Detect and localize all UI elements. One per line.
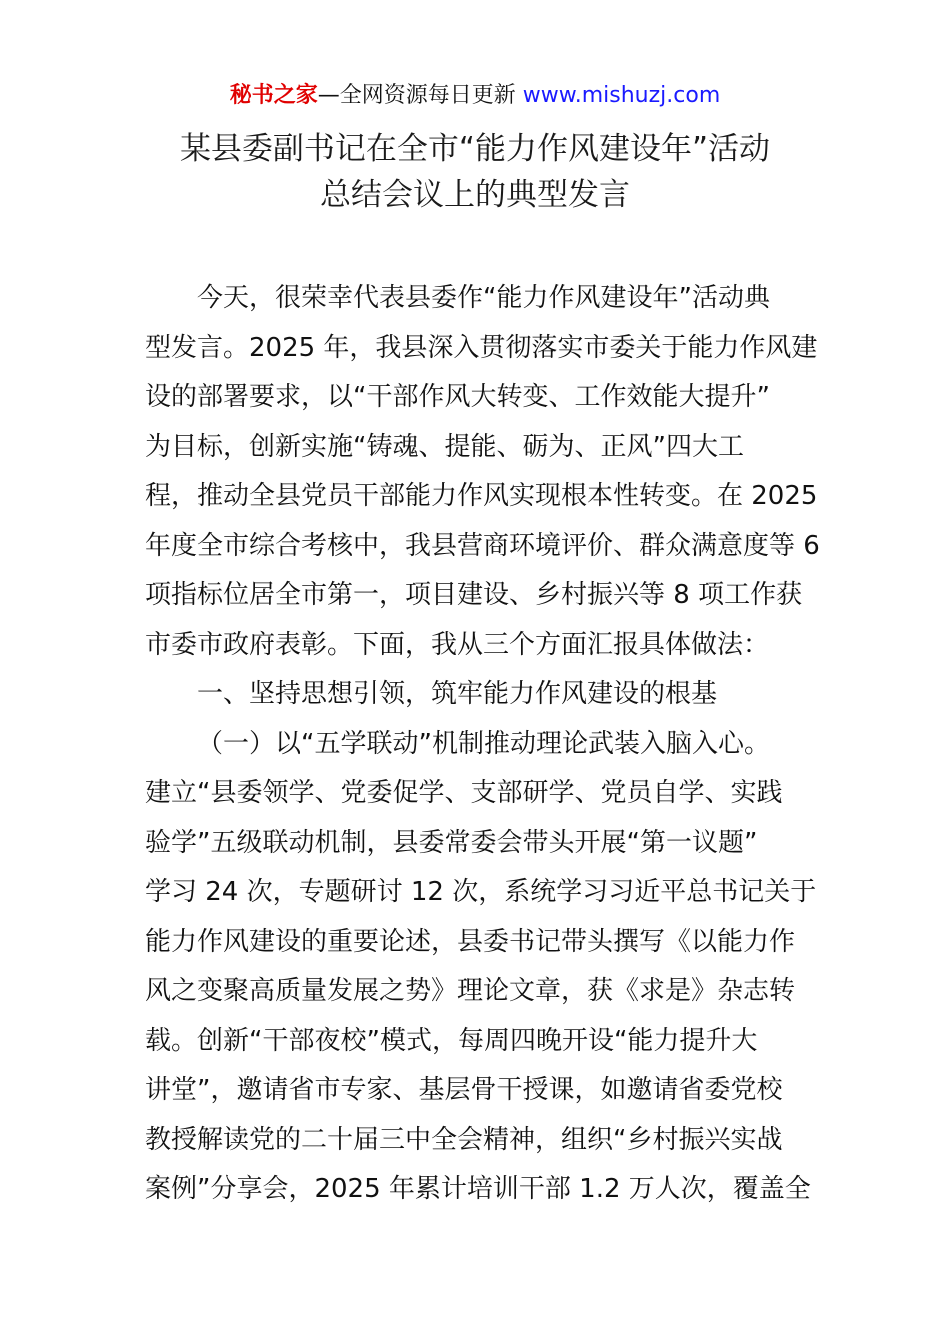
subsection-heading: （一）以“五学联动”机制推动理论武装入脑入心。 (197, 728, 770, 759)
watermark-brand: 秘书之家 (229, 83, 318, 108)
document-title-line-1: 某县委副书记在全市“能力作风建设年”活动 (179, 131, 771, 167)
watermark-slogan: —全网资源每日更新 (317, 83, 523, 108)
body-line: 年度全市综合考核中，我县营商环境评价、群众满意度等 6 (145, 530, 820, 561)
body-line: 市委市政府表彰。下面，我从三个方面汇报具体做法： (145, 629, 770, 660)
body-line: 风之变聚高质量发展之势》理论文章，获《求是》杂志转 (145, 976, 796, 1006)
body-line: 今天，很荣幸代表县委作“能力作风建设年”活动典 (197, 283, 770, 313)
section-heading: 一、坚持思想引领，筑牢能力作风建设的根基 (197, 679, 718, 709)
body-line: 学习 24 次，专题研讨 12 次，系统学习习近平总书记关于 (145, 877, 817, 907)
body-line: 讲堂”，邀请省市专家、基层骨干授课，如邀请省委党校 (145, 1075, 783, 1105)
body-line: 教授解读党的二十届三中全会精神，组织“乡村振兴实战 (145, 1124, 783, 1155)
body-line: 验学”五级联动机制，县委常委会带头开展“第一议题” (145, 827, 758, 858)
watermark-url[interactable]: www.mishuzj.com (522, 83, 721, 108)
body-line: 能力作风建设的重要论述，县委书记带头撰写《以能力作 (145, 926, 796, 957)
body-line: 设的部署要求，以“干部作风大转变、工作效能大提升” (145, 382, 770, 412)
body-line: 载。创新“干部夜校”模式，每周四晚开设“能力提升大 (145, 1025, 758, 1056)
body-line: 项指标位居全市第一，项目建设、乡村振兴等 8 项工作获 (145, 580, 803, 610)
watermark-banner (0, 80, 950, 112)
document-title-line-2: 总结会议上的典型发言 (320, 177, 630, 213)
body-line: 建立“县委领学、党委促学、支部研学、党员自学、实践 (145, 778, 783, 808)
body-line: 程，推动全县党员干部能力作风实现根本性转变。在 2025 (145, 481, 818, 511)
body-line: 为目标，创新实施“铸魂、提能、砺为、正风”四大工 (145, 431, 744, 462)
document-title (0, 126, 950, 218)
body-line: 型发言。2025 年，我县深入贯彻落实市委关于能力作风建 (145, 332, 818, 363)
document-body (145, 274, 820, 1215)
body-line: 案例”分享会，2025 年累计培训干部 1.2 万人次，覆盖全 (145, 1174, 811, 1204)
